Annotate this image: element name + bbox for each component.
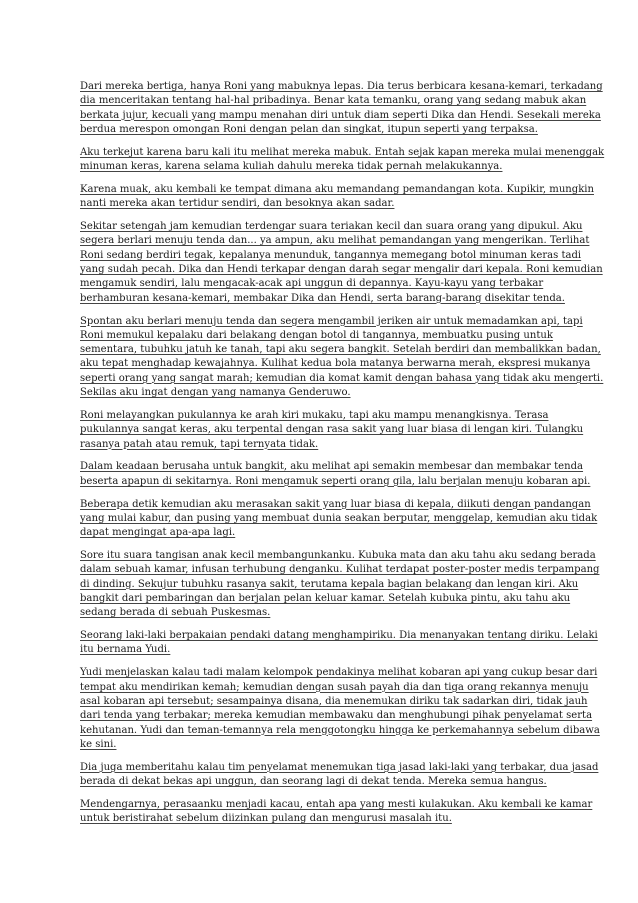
paragraph-4 — [80, 220, 603, 306]
paragraph-2 — [80, 146, 605, 175]
text-line: dia menceritakan tentang hal-hal pribadinya. Benar kata temanku, orang yang sedang mabuk akan — [80, 95, 587, 107]
paragraph-3 — [80, 183, 594, 212]
text-line: kehutanan. Yudi dan teman-temannya rela menggotongku hingga ke perkemahannya sebelum dibawa — [80, 724, 600, 736]
paragraph-5 — [80, 315, 604, 401]
text-line: di dinding. Sekujur tubuhku rasanya sakit, terutama kepala bagian belakang dan lengan kiri. Aku — [80, 578, 579, 590]
text-line: yang mulai kabur, dan pusing yang membuat dunia seakan berputar, menggelap, kemudian aku tidak — [80, 512, 598, 524]
text-line: asal kobaran api tersebut; sesampainya disana, dia menemukan diriku tak sadarkan diri, tidak jauh — [80, 695, 588, 707]
document-body — [80, 80, 605, 835]
text-line: berdua merespon omongan Roni dengan pelan dan singkat, itupun seperti yang terpaksa. — [80, 123, 538, 135]
text-line: Karena muak, aku kembali ke tempat dimana aku memandang pemandangan kota. Kupikir, mungkin — [80, 183, 594, 195]
paragraph-8 — [80, 498, 598, 541]
text-line: dalam sebuah kamar, infusan terhubung denganku. Kulihat terdapat poster-poster medis terpampang — [80, 564, 600, 576]
text-line: Sekitar setengah jam kemudian terdengar suara teriakan kecil dan suara orang yang dipukul. Aku — [80, 221, 583, 233]
text-line: Seorang laki-laki berpakaian pendaki datang menghampiriku. Dia menanyakan tentang diriku. Lelaki — [80, 630, 598, 642]
text-line: rasanya patah atau remuk, tapi ternyata tidak. — [80, 438, 319, 450]
paragraph-7 — [80, 460, 591, 489]
text-line: Sore itu suara tangisan anak kecil membangunkanku. Kubuka mata dan aku tahu aku sedang berada — [80, 550, 596, 562]
text-line: Sekilas aku ingat dengan yang namanya Genderuwo. — [80, 387, 351, 399]
text-line: untuk beristirahat sebelum diizinkan pulang dan mengurusi masalah itu. — [80, 813, 452, 825]
text-line: aku tepat menghadap kewajahnya. Kulihat kedua bola matanya berwarna merah, ekspresi mukanya — [80, 358, 591, 370]
text-line: berkata jujur, kecuali yang mampu menahan diri untuk diam seperti Dika dan Hendi. Sesekali mereka — [80, 109, 601, 121]
text-line: minuman keras, karena selama kuliah dahulu mereka tidak pernah melakukannya. — [80, 161, 503, 173]
text-line: nanti mereka akan tertidur sendiri, dan besoknya akan sadar. — [80, 198, 395, 210]
text-line: dapat mengingat apa-apa lagi. — [80, 527, 236, 539]
text-line: pukulannya sangat keras, aku terpental dengan rasa sakit yang luar biasa di lengan kiri. Tulangku — [80, 424, 584, 436]
text-line: Spontan aku berlari menuju tenda dan segera mengambil jeriken air untuk memadamkan api, tapi — [80, 315, 583, 327]
text-line: tempat aku mendirikan kemah; kemudian dengan susah payah dia dan tiga orang rekannya menuju — [80, 681, 589, 693]
paragraph-13 — [80, 798, 593, 827]
text-line: ke sini. — [80, 738, 117, 750]
text-line: Beberapa detik kemudian aku merasakan sakit yang luar biasa di kepala, diikuti dengan pandangan — [80, 498, 591, 510]
text-line: Aku terkejut karena baru kali itu melihat mereka mabuk. Entah sejak kapan mereka mulai menenggak — [80, 146, 605, 158]
text-line: itu bernama Yudi. — [80, 644, 171, 656]
text-line: Dari mereka bertiga, hanya Roni yang mabuknya lepas. Dia terus berbicara kesana-kemari, terkadang — [80, 81, 603, 92]
text-line: berada di dekat bekas api unggun, dan seorang lagi di dekat tenda. Mereka semua hangus. — [80, 776, 547, 787]
text-line: seperti orang yang sangat marah; kemudian dia komat kamit dengan bahasa yang tidak aku mengerti. — [80, 372, 604, 384]
paragraph-1 — [80, 80, 603, 137]
paragraph-10 — [80, 629, 598, 658]
text-line: sedang berada di sebuah Puskesmas. — [80, 607, 271, 619]
text-line: berhamburan kesana-kemari, membakar Dika dan Hendi, serta barang-barang disekitar tenda. — [80, 292, 565, 304]
text-line: Roni melayangkan pukulannya ke arah kiri mukaku, tapi aku mampu menangkisnya. Terasa — [80, 409, 549, 421]
text-line: beserta apapun di sekitarnya. Roni mengamuk seperti orang gila, lalu berjalan menuju kobaran api. — [80, 475, 591, 487]
text-line: Dia juga memberitahu kalau tim penyelamat menemukan tiga jasad laki-laki yang terbakar, dua jasad — [80, 761, 599, 773]
text-line: Roni memukul kepalaku dari belakang dengan botol di tangannya, membuatku pusing untuk — [80, 329, 553, 341]
text-line: segera berlari menuju tenda dan... ya ampun, aku melihat pemandangan yang mengerikan. Terlihat — [80, 235, 590, 247]
paragraph-6 — [80, 409, 584, 452]
text-line: sementara, tubuhku jatuh ke tanah, tapi aku segera bangkit. Setelah berdiri dan membalikkan badan, — [80, 344, 601, 356]
paragraph-9 — [80, 549, 600, 620]
text-line: mengamuk sendiri, lalu mengacak-acak api unggun di depannya. Kayu-kayu yang terbakar — [80, 278, 544, 290]
text-line: Mendengarnya, perasaanku menjadi kacau, entah apa yang mesti kulakukan. Aku kembali ke kamar — [80, 798, 593, 810]
paragraph-11 — [80, 666, 600, 752]
text-line: Roni sedang berdiri tegak, kepalanya menunduk, tangannya memegang botol minuman keras tadi — [80, 249, 582, 261]
paragraph-12 — [80, 761, 599, 790]
text-line: yang sudah pecah. Dika dan Hendi terkapar dengan darah segar mengalir dari kepala. Roni kemudian — [80, 264, 603, 276]
text-line: dari tenda yang terbakar; mereka kemudian membawaku dan menghubungi pihak penyelamat serta — [80, 710, 593, 722]
text-line: Dalam keadaan berusaha untuk bangkit, aku melihat api semakin membesar dan membakar tenda — [80, 461, 584, 473]
text-line: bangkit dari pembaringan dan berjalan pelan keluar kamar. Setelah kubuka pintu, aku tahu aku — [80, 592, 571, 604]
text-line: Yudi menjelaskan kalau tadi malam kelompok pendakinya melihat kobaran api yang cukup besar dari — [80, 667, 598, 679]
